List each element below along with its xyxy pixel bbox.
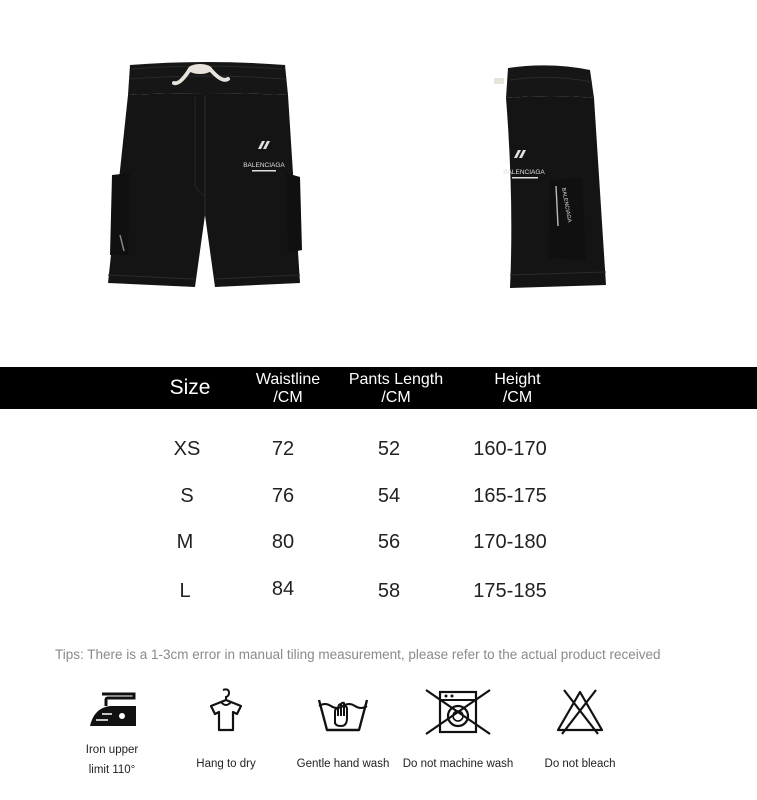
header-waistline-unit: /CM bbox=[273, 389, 303, 406]
care-label-iron-line2: limit 110° bbox=[88, 764, 136, 776]
header-size: Size bbox=[169, 376, 211, 399]
tips-text: Tips: There is a 1-3cm error in manual tiling measurement, please refer to the actual product received bbox=[55, 647, 661, 662]
cell-height: 165-175 bbox=[473, 485, 547, 507]
table-row bbox=[0, 579, 757, 609]
care-label-no-machine-wash: Do not machine wash bbox=[402, 758, 514, 770]
care-item-hang-dry bbox=[188, 686, 264, 774]
no-bleach-icon bbox=[552, 686, 608, 736]
header-height-label: Height bbox=[494, 371, 541, 388]
iron-icon bbox=[82, 686, 142, 732]
cell-pants-length: 54 bbox=[377, 485, 401, 507]
cell-size: S bbox=[180, 485, 194, 507]
care-item-no-machine-wash bbox=[398, 686, 518, 774]
cell-waistline: 84 bbox=[271, 578, 295, 600]
brand-logo-side: BALENCIAGA bbox=[503, 169, 545, 176]
header-waistline bbox=[238, 371, 338, 407]
brand-logo: BALENCIAGA bbox=[243, 162, 285, 169]
care-label-iron-line1: Iron upper bbox=[85, 744, 139, 756]
cell-pants-length: 52 bbox=[377, 438, 401, 460]
cell-pants-length: 56 bbox=[377, 531, 401, 553]
care-item-iron bbox=[70, 686, 154, 780]
care-item-no-bleach bbox=[534, 686, 626, 774]
table-row bbox=[0, 484, 757, 514]
cell-pants-length: 58 bbox=[377, 580, 401, 602]
cell-waistline: 72 bbox=[271, 438, 295, 460]
header-waistline-label: Waistline bbox=[255, 371, 321, 388]
product-photo-front bbox=[100, 55, 310, 295]
header-pants-length bbox=[336, 371, 456, 407]
cell-height: 160-170 bbox=[473, 438, 547, 460]
size-table-header bbox=[0, 367, 757, 409]
table-row bbox=[0, 437, 757, 467]
care-label-hang-dry: Hang to dry bbox=[196, 758, 256, 770]
cell-size: XS bbox=[173, 438, 201, 460]
hand-wash-icon bbox=[313, 686, 373, 736]
header-height-unit: /CM bbox=[502, 389, 533, 406]
care-label-hand-wash: Gentle hand wash bbox=[296, 758, 390, 770]
table-row bbox=[0, 530, 757, 560]
care-item-hand-wash bbox=[290, 686, 396, 774]
no-machine-wash-icon bbox=[422, 686, 494, 736]
hanger-shirt-icon bbox=[201, 686, 251, 736]
header-pants-length-unit: /CM bbox=[381, 389, 411, 406]
cell-waistline: 80 bbox=[271, 531, 295, 553]
header-height bbox=[460, 371, 575, 407]
cell-waistline: 76 bbox=[271, 485, 295, 507]
cell-height: 175-185 bbox=[473, 580, 547, 602]
cell-height: 170-180 bbox=[473, 531, 547, 553]
product-photo-side bbox=[490, 60, 610, 292]
cell-size: M bbox=[176, 531, 194, 553]
zipper-brand-text: BALENCIAGA bbox=[560, 187, 573, 223]
care-label-no-bleach: Do not bleach bbox=[544, 758, 616, 770]
header-pants-length-label: Pants Length bbox=[348, 371, 444, 388]
cell-size: L bbox=[179, 580, 191, 602]
